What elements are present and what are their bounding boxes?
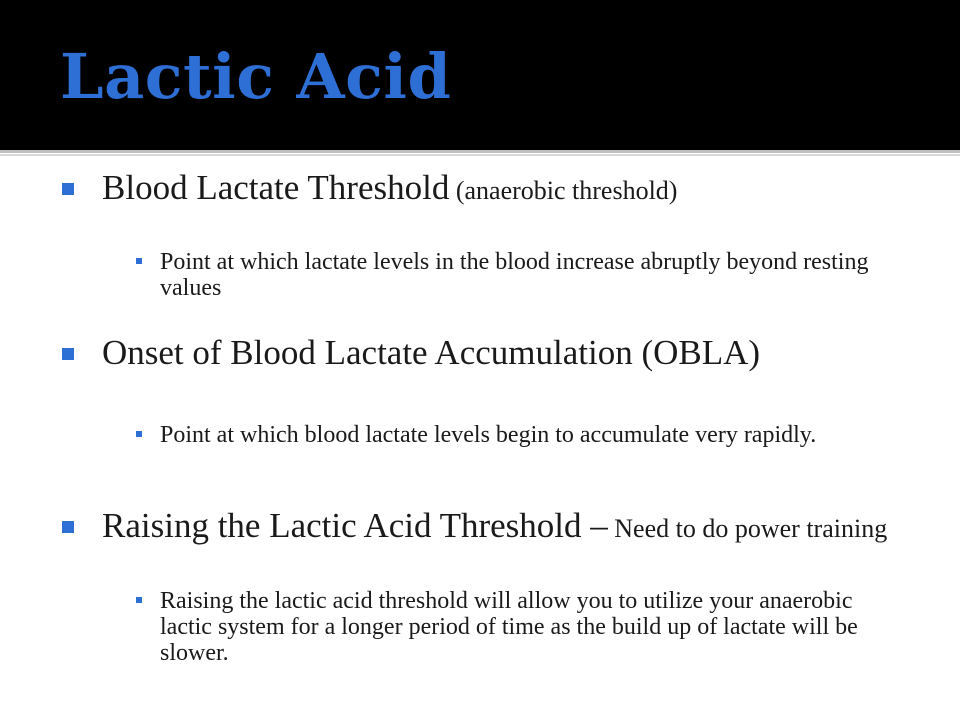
bullet-main-text: Blood Lactate Threshold (102, 168, 450, 207)
sub-bullet-text: Raising the lactic acid threshold will allow you to utilize your anaerobic lactic system for a longer period of time as the build up of lactate will be slower. (160, 588, 858, 666)
bullet-text (102, 333, 922, 373)
bullet-secondary-text: (anaerobic threshold) (449, 176, 678, 205)
bullet-blood-lactate-threshold (62, 168, 922, 208)
bullet-text (102, 168, 922, 208)
small-square-bullet-icon (136, 258, 142, 264)
sub-bullet-blood-lactate-threshold (136, 249, 896, 301)
small-square-bullet-icon (136, 597, 142, 603)
bullet-secondary-text: Need to do power training (607, 514, 888, 543)
bullet-obla (62, 333, 922, 373)
bullet-main-text: Onset of Blood Lactate Accumulation (OBLA) (102, 333, 761, 372)
slide-title: Lactic Acid (60, 40, 452, 113)
square-bullet-icon (62, 348, 74, 360)
sub-bullet-obla (136, 422, 896, 448)
sub-bullet-text: Point at which blood lactate levels begin to accumulate very rapidly. (160, 422, 817, 448)
bullet-raising-threshold (62, 506, 922, 546)
small-square-bullet-icon (136, 431, 142, 437)
sub-bullet-text: Point at which lactate levels in the blood increase abruptly beyond resting values (160, 249, 869, 301)
bullet-main-text: Raising the Lactic Acid Threshold – (102, 506, 608, 545)
sub-bullet-raising-threshold (136, 588, 896, 666)
bullet-text (102, 506, 922, 546)
square-bullet-icon (62, 183, 74, 195)
square-bullet-icon (62, 521, 74, 533)
